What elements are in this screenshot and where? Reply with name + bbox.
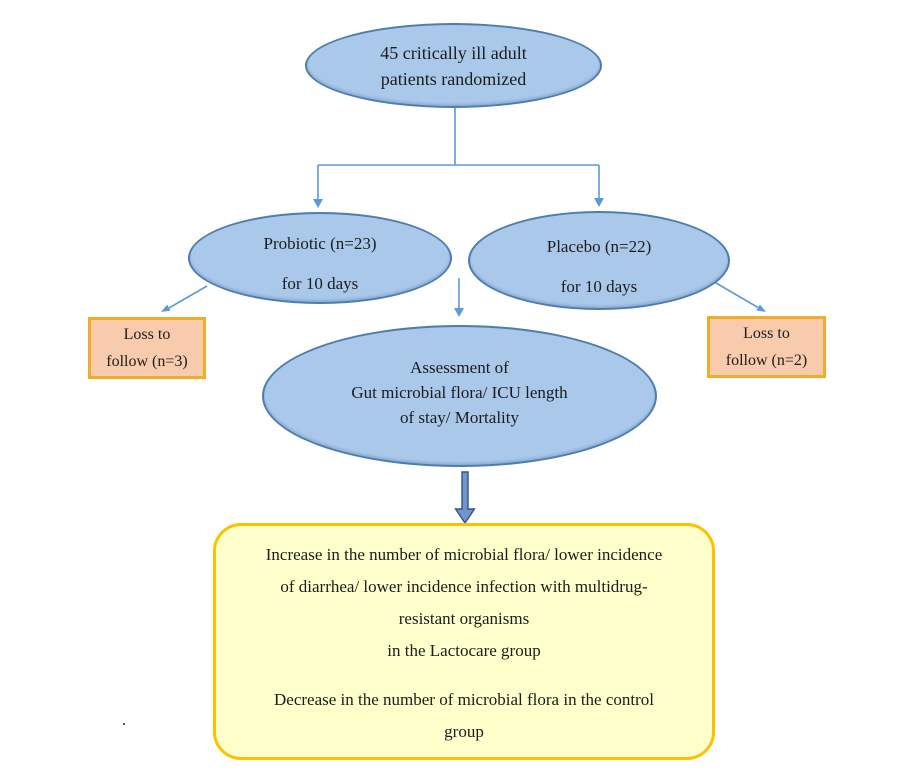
assessment-line1: Assessment of: [410, 357, 509, 377]
loss-left-line2: follow (n=3): [106, 353, 188, 370]
loss-right-line2: follow (n=2): [725, 352, 808, 369]
stray-period: .: [122, 712, 126, 729]
outcome-line4: in the Lactocare group: [387, 641, 541, 660]
probiotic-ellipse: [188, 212, 452, 304]
arrowhead-loss-left: [161, 305, 171, 312]
loss-left-line1: Loss to: [123, 326, 171, 343]
assessment-line2: Gut microbial flora/ ICU length: [351, 382, 568, 402]
arrowhead-loss-right: [756, 305, 766, 313]
outcome-line5: Decrease in the number of microbial flora in the control: [274, 690, 654, 709]
arrowhead-assessment: [454, 308, 464, 317]
loss-to-follow-right-box: [707, 316, 826, 378]
assessment-ellipse: [262, 325, 657, 467]
loss-to-follow-left-box: [88, 317, 206, 379]
assessment-line3: of stay/ Mortality: [400, 407, 519, 427]
loss-right-line1: Loss to: [743, 325, 790, 342]
randomized-ellipse: [305, 23, 602, 108]
loss-left-arrow-line: [169, 286, 207, 308]
probiotic-line1: Probiotic (n=23): [263, 234, 377, 253]
placebo-ellipse: [468, 211, 730, 310]
outcome-line1: Increase in the number of microbial flora/ lower incidence: [265, 545, 663, 564]
placebo-line1: Placebo (n=22): [546, 236, 652, 256]
randomized-line1: 45 critically ill adult: [380, 42, 527, 63]
split-connector: [318, 108, 599, 199]
probiotic-line2: for 10 days: [281, 274, 359, 293]
arrowhead-probiotic: [313, 199, 323, 208]
outcome-line6: group: [444, 722, 484, 741]
outcome-box: [213, 523, 715, 760]
placebo-line2: for 10 days: [560, 276, 638, 296]
assessment-text: [351, 355, 567, 430]
outcome-line3: resistant organisms: [398, 609, 530, 628]
arrowhead-placebo: [594, 198, 604, 207]
thick-arrow: [456, 472, 475, 523]
outcome-line2: of diarrhea/ lower incidence infection with multidrug-: [280, 577, 648, 596]
randomized-line2: patients randomized: [380, 68, 527, 89]
